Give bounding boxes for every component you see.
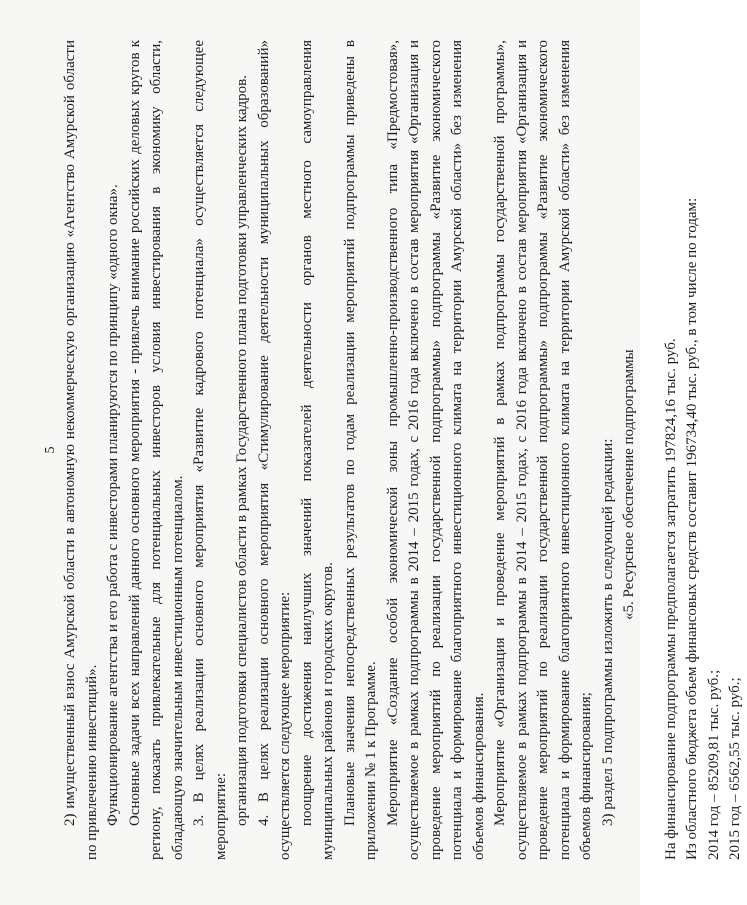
- paragraph-1: 2) имущественный взнос Амурской области в автономную некоммерческую организацию «Агентство Амурской области по привлечению инвестиций».: [62, 40, 100, 860]
- paragraph-9: Мероприятие «Создание особой экономической зоны промышленно-производственного типа «Предмостовая», осуществляемое в рамках подпрограммы в 2014 – 2015 годах, с 2016 года включено в состав мероприятия «Организация и проведение мероприятий по реализации государственной подпрограммы» подпрограммы «Развитие экономического потенциала и формирование благоприятного инвестиционного климата на территории Амурской области» без изменения объемов финансирования.: [384, 40, 487, 860]
- paragraph-3: Основные задачи всех направлений данного основного мероприятия - привлечь внимание российских деловых кругов к региону, показать привлекательные для потенциальных инвесторов условия инвестирования в экономику области, обладающую значительным инвестиционным потенциалом.: [126, 40, 186, 860]
- paragraph-4: 3. В целях реализации основного мероприятия «Развитие кадрового потенциала» осуществляется следующее мероприятие:: [191, 40, 229, 860]
- paragraph-5: организация подготовки специалистов области в рамках Государственного плана подготовки управленческих кадров.: [234, 75, 250, 826]
- page-number: 5: [43, 446, 58, 454]
- section-heading: «5. Ресурсное обеспечение подпрограммы: [621, 349, 637, 620]
- paragraph-8: Плановые значения непосредственных результатов по годам реализации мероприятий подпрограммы приведены в приложении № 1 к Программе.: [341, 40, 379, 860]
- paragraph-10: Мероприятие «Организация и проведение мероприятий в рамках подпрограммы государственной программы», осуществляемое в рамках подпрограммы в 2014 – 2015 годах, с 2016 года включено в состав мероприятия «Организация и проведение мероприятий по реализации государственной подпрограммы» подпрограммы «Развитие экономического потенциала и формирование благоприятного инвестиционного климата на территории Амурской области» без изменения объемов финансирования;: [492, 40, 594, 860]
- rotated-content: [40, 40, 743, 860]
- finance-line-3: 2014 год – 85209,81 тыс. руб.;: [705, 669, 722, 860]
- finance-line-1: На финансирование подпрограммы предполагается затратить 197824,16 тыс. руб.: [662, 338, 679, 860]
- paragraph-6: 4. В целях реализации основного мероприятия «Стимулирование деятельности муниципальных образований» осуществляется следующее мероприятие:: [255, 40, 293, 860]
- spacer: [641, 40, 661, 860]
- finance-line-2: Из областного бюджета объем финансовых средств составит 196734,40 тыс. руб., в том числе по годам:: [684, 197, 700, 860]
- paragraph-11: 3) раздел 5 подпрограммы изложить в следующей редакции:: [599, 438, 616, 826]
- document-body: [60, 40, 747, 860]
- paragraph-7: поощрение достижения наилучших значений показателей деятельности органов местного самоуправления муниципальных районов и городских округов.: [298, 40, 336, 860]
- paragraph-2: Функционирование агентства и его работа с инвесторами планируются по принципу «одного окна».: [105, 184, 121, 826]
- finance-line-4: 2015 год – 6562,55 тыс. руб.;: [727, 677, 743, 860]
